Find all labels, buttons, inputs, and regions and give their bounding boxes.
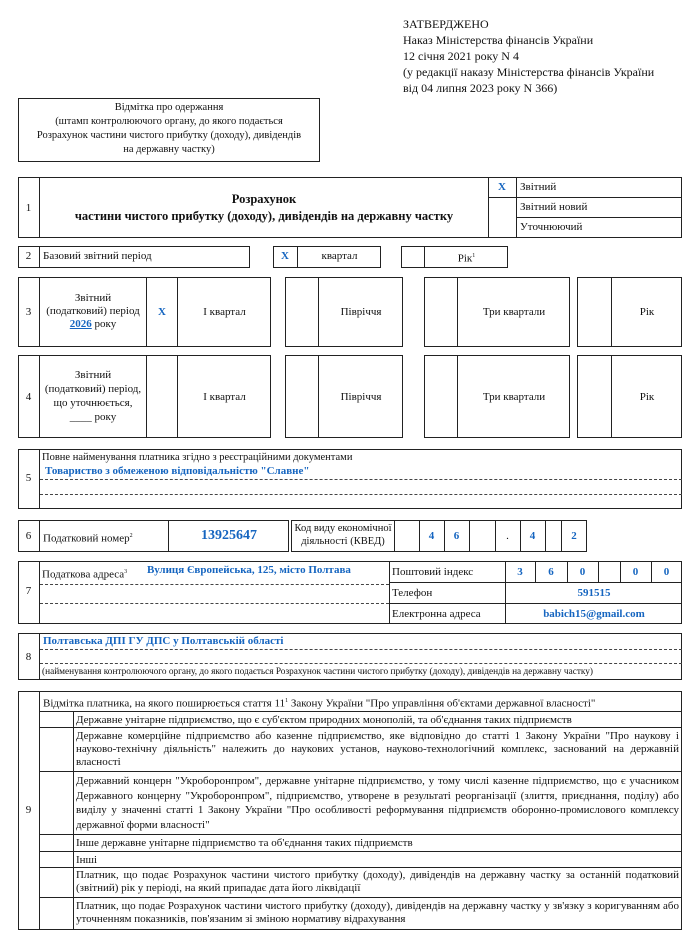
clarified-q1-label: І квартал: [203, 391, 246, 403]
period-q1-label: І квартал: [203, 306, 246, 318]
tax-number-value[interactable]: 13925647: [201, 528, 257, 543]
base-period-year-label: Рік$^1$: [457, 252, 476, 265]
row9-option: Інше державне унітарне підприємство та об'єднання таких підприємств: [76, 837, 413, 849]
clarified-half-year-label: Півріччя: [340, 391, 382, 403]
base-period-year-checkbox[interactable]: [401, 246, 424, 268]
row9-checkbox[interactable]: [40, 868, 73, 897]
row-number: 9: [25, 804, 32, 816]
row9-checkbox[interactable]: [40, 712, 73, 727]
postal-digit[interactable]: 6: [548, 566, 554, 578]
clarified-checkbox-half-year[interactable]: [285, 355, 318, 438]
control-body-note: (найменування контролюючого органу, до якого подається Розрахунок частини чистого прибутку (доходу), дивідендів на державну частку): [42, 667, 594, 677]
approval-line: 12 січня 2021 року N 4: [403, 49, 519, 63]
period-three-quarters-label: Три квартали: [482, 306, 546, 318]
report-type-checkbox-reporting[interactable]: X: [498, 181, 506, 193]
report-type-reporting: Звітний: [520, 181, 557, 193]
period-checkbox-three-quarters[interactable]: [424, 277, 457, 347]
phone-label: Телефон: [392, 587, 433, 599]
postal-code-label: Поштовий індекс: [392, 566, 474, 578]
row-number: 7: [25, 585, 32, 597]
email-value[interactable]: babich15@gmail.com: [543, 608, 645, 620]
approval-block: [403, 16, 693, 96]
tax-number-label: Податковий номер$^2$: [43, 532, 133, 545]
row9-checkbox[interactable]: [40, 772, 73, 834]
clarified-checkbox-q1[interactable]: [147, 355, 177, 438]
report-type-clarifying: Уточнюючий: [520, 221, 583, 233]
receipt-stamp-box: [18, 98, 320, 162]
email-label: Електронна адреса: [392, 608, 481, 620]
period-year-label: Рік: [639, 306, 655, 318]
payer-name-value[interactable]: Товариство з обмеженою відповідальністю "Славне": [45, 465, 310, 477]
period-checkbox-year[interactable]: [577, 277, 611, 347]
phone-value[interactable]: 591515: [577, 587, 611, 599]
row-number: 3: [25, 306, 32, 318]
stamp-line: на державну частку): [123, 144, 215, 155]
clarified-three-quarters-label: Три квартали: [482, 391, 546, 403]
row9-option: Державне комерційне підприємство або казенне підприємство, яке відповідно до статті 1 Закону України "Про наукову і науково-технічну діяльність" належить до наукових установ, науково-технологічний комплекс, заснований на державній власності: [76, 730, 679, 768]
kved-digit[interactable]: 4: [529, 530, 536, 542]
kved-digit[interactable]: 2: [571, 530, 577, 542]
kved-digit[interactable]: 6: [453, 530, 460, 542]
row9-checkbox[interactable]: [40, 728, 73, 771]
postal-digit[interactable]: 0: [579, 566, 586, 578]
clarified-checkbox-three-quarters[interactable]: [424, 355, 457, 438]
row-number: 6: [25, 530, 32, 542]
row9-option: Інші: [76, 854, 98, 866]
row-number: 1: [25, 202, 32, 214]
approval-line: від 04 липня 2023 року N 366): [403, 81, 558, 95]
period-half-year-label: Півріччя: [340, 306, 382, 318]
stamp-line: Розрахунок частини чистого прибутку (доходу), дивідендів: [36, 130, 302, 141]
base-period-label: Базовий звітний період: [43, 250, 152, 262]
base-period-quarter-label: квартал: [321, 250, 358, 262]
approval-line: (у редакції наказу Міністерства фінансів України: [403, 65, 655, 79]
payer-name-label: Повне найменування платника згідно з реєстраційними документами: [42, 452, 353, 463]
approval-line: Наказ Міністерства фінансів України: [403, 33, 594, 47]
approval-title: ЗАТВЕРДЖЕНО: [403, 17, 489, 31]
form-title: Розрахунок частини чистого прибутку (доходу), дивідендів на державну частку: [74, 192, 454, 223]
postal-digit[interactable]: 0: [632, 566, 639, 578]
tax-address-label: Податкова адреса$^3$: [42, 568, 128, 581]
postal-digit[interactable]: 0: [663, 566, 670, 578]
report-type-new-reporting: Звітний новий: [520, 201, 588, 213]
postal-digit[interactable]: 3: [517, 566, 523, 578]
row-number: 4: [25, 391, 32, 403]
row-number: 8: [25, 651, 32, 663]
kved-label: Код виду економічної діяльності (КВЕД): [294, 523, 392, 547]
reporting-year: 2026: [69, 318, 92, 330]
reporting-period-label: Звітний (податковий) період 2026 року: [46, 292, 140, 330]
row9-option: Державний концерн "Укроборонпром", державне унітарне підприємство, у тому числі казенне підприємство, що є учасником Державного концерну "Укроборонпром", підприємство, утворене в результаті реорганізації (злиття, приєднання, поділу) або виділу у значенні статті 1 Закону України "Про особливості реформування підприємств оборонно-промислового комплексу державної форми власності": [76, 775, 679, 831]
stamp-line: Відмітка про одержання: [114, 102, 224, 113]
base-period-quarter-checkbox[interactable]: X: [281, 250, 289, 262]
clarified-period-label: Звітний (податковий) період, що уточнюється, ____ року: [44, 369, 142, 423]
row9-option: Платник, що подає Розрахунок частини чистого прибутку (доходу), дивідендів на державну частку за останній податковий (звітний) рік у періоді, на який припадає дата його ліквідації: [76, 869, 679, 894]
period-checkbox-half-year[interactable]: [285, 277, 318, 347]
tax-address-value[interactable]: Вулиця Європейська, 125, місто Полтава: [147, 564, 351, 576]
row9-checkbox[interactable]: [40, 898, 73, 930]
control-body-value[interactable]: Полтавська ДПІ ГУ ДПС у Полтавській області: [43, 635, 284, 647]
kved-separator: .: [506, 530, 509, 542]
clarified-checkbox-year[interactable]: [577, 355, 611, 438]
period-checkbox-q1[interactable]: X: [158, 306, 166, 318]
row-number: 5: [25, 472, 32, 484]
row9-option: Платник, що подає Розрахунок частини чистого прибутку (доходу), дивідендів на державну частку у зв'язку з коригуванням або уточненням показників, пов'язаним зі зміною нормативу відрахування: [76, 900, 679, 925]
clarified-year-label: Рік: [639, 391, 655, 403]
kved-digit[interactable]: 4: [428, 530, 435, 542]
row-number: 2: [25, 250, 32, 262]
row9-header: Відмітка платника, на якого поширюється стаття $11^1$ Закону України "Про управління об'єктами державної власності": [43, 697, 596, 710]
row9-option: Державне унітарне підприємство, що є суб'єктом природних монополій, та об'єднання таких підприємств: [76, 714, 572, 726]
stamp-line: (штамп контролюючого органу, до якого подається: [55, 116, 283, 127]
row9-checkbox[interactable]: [40, 852, 73, 867]
row9-checkbox[interactable]: [40, 835, 73, 851]
